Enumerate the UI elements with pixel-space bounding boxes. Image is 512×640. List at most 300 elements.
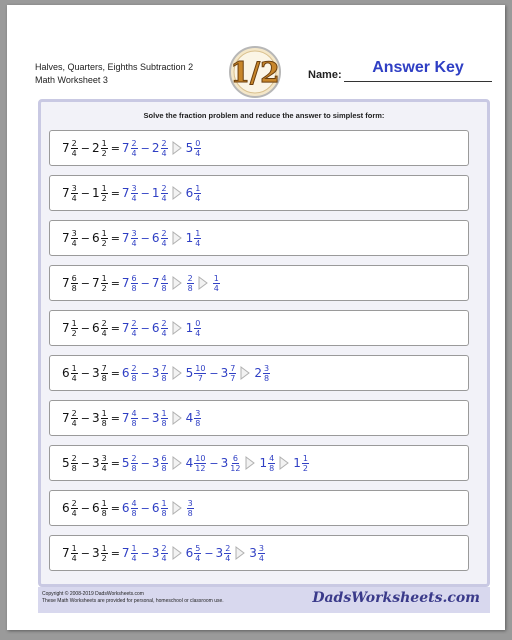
numerator: 2 [187,273,193,283]
fraction [194,364,206,383]
denominator: 2 [302,463,308,473]
whole-part: 6 [151,231,160,245]
problem-expression [62,446,310,480]
denominator: 2 [71,328,77,338]
denominator: 8 [161,373,167,383]
numerator: 3 [101,453,107,463]
fraction [161,544,168,563]
fraction [131,184,138,203]
step-arrow-icon [172,276,182,290]
problem-row [49,220,469,256]
whole-part: 1 [91,186,100,200]
whole-part: 3 [151,366,160,380]
minus-sign: − [140,141,150,155]
minus-sign: − [80,411,90,425]
numerator: 2 [101,318,107,328]
fraction [302,454,309,473]
denominator: 4 [131,328,137,338]
minus-sign: − [209,366,219,380]
answer-steps [122,364,271,383]
problem-row [49,310,469,346]
mixed-number [186,184,203,203]
whole-part: 7 [121,141,130,155]
fraction [161,364,168,383]
minus-sign: − [204,546,214,560]
numerator: 1 [302,453,308,463]
mixed-number [92,229,109,248]
numerator: 1 [213,273,219,283]
minus-sign: − [80,546,90,560]
numerator: 3 [71,228,77,238]
minus-sign: − [140,501,150,515]
numerator: 0 [195,138,201,148]
minus-sign: − [80,231,90,245]
whole-part: 5 [62,456,70,470]
numerator: 1 [131,543,137,553]
whole-part: 7 [121,321,130,335]
numerator: 1 [101,183,107,193]
step-arrow-icon [279,456,289,470]
denominator: 4 [195,148,201,158]
whole-part: 7 [62,411,70,425]
whole-part: 3 [91,366,100,380]
fraction [224,544,231,563]
denominator: 8 [131,283,137,293]
numerator: 7 [230,363,236,373]
denominator: 4 [101,463,107,473]
step-arrow-icon [172,141,182,155]
mixed-number [92,319,109,338]
whole-part: 5 [185,366,194,380]
mixed-number [62,499,79,518]
title-line-1: Halves, Quarters, Eighths Subtraction 2 [35,62,194,72]
denominator: 8 [161,283,167,293]
fraction [71,544,78,563]
numerator: 1 [161,408,167,418]
denominator: 8 [71,283,77,293]
numerator: 2 [71,498,77,508]
whole-part: 7 [91,276,100,290]
numerator: 3 [195,408,201,418]
minus-sign: − [80,276,90,290]
mixed-number [92,454,109,473]
whole-part: 6 [91,231,100,245]
step-arrow-icon [172,186,182,200]
fraction [101,139,108,158]
numerator: 5 [195,543,201,553]
minus-sign: − [209,456,219,470]
whole-part: 1 [185,231,194,245]
problem-expression [62,356,271,390]
mixed-number [186,319,203,338]
denominator: 8 [131,418,137,428]
denominator: 4 [161,148,167,158]
whole-part: 6 [91,321,100,335]
numerator: 2 [131,453,137,463]
fraction [263,364,270,383]
numerator: 2 [161,138,167,148]
mixed-number [122,499,139,518]
problem-row [49,400,469,436]
fraction [161,184,168,203]
whole-part: 2 [91,141,100,155]
fraction [213,274,220,293]
problem-row [49,265,469,301]
equals-sign: = [110,141,120,155]
denominator: 8 [269,463,275,473]
denominator: 2 [101,148,107,158]
mixed-number [122,229,139,248]
denominator: 8 [161,508,167,518]
denominator: 4 [225,553,231,563]
numerator: 3 [71,183,77,193]
equals-sign: = [110,501,120,515]
whole-part: 6 [121,366,130,380]
fraction [101,184,108,203]
answer-steps [122,454,310,473]
whole-part: 3 [91,546,100,560]
numerator: 3 [258,543,265,553]
whole-part: 7 [121,411,130,425]
mixed-number [152,184,169,203]
whole-part: 1 [151,186,160,200]
mixed-number [152,544,169,563]
denominator: 2 [101,553,107,563]
problem-row [49,355,469,391]
equals-sign: = [110,231,120,245]
numerator: 2 [131,138,137,148]
equals-sign: = [110,321,120,335]
denominator: 4 [71,193,77,203]
name-underline [344,81,492,82]
mixed-number [62,139,79,158]
minus-sign: − [140,321,150,335]
numerator: 1 [71,363,77,373]
denominator: 8 [264,373,270,383]
numerator: 2 [71,408,77,418]
step-arrow-icon [235,546,245,560]
denominator: 8 [131,463,137,473]
minus-sign: − [140,411,150,425]
problem-expression [62,401,202,435]
mixed-number [62,229,79,248]
fraction [187,274,194,293]
fraction [161,409,168,428]
whole-part: 6 [121,501,130,515]
equals-sign: = [110,411,120,425]
fraction [131,544,138,563]
denominator: 8 [161,463,167,473]
denominator: 7 [197,373,203,383]
problem-expression [62,491,195,525]
denominator: 8 [131,373,137,383]
minus-sign: − [140,276,150,290]
fraction [101,274,108,293]
fraction [161,229,168,248]
equals-sign: = [110,276,120,290]
numerator: 4 [131,498,137,508]
denominator: 8 [101,418,107,428]
fraction [194,184,201,203]
mixed-number [254,364,271,383]
fraction [101,364,108,383]
numerator: 4 [131,408,137,418]
mixed-number [259,454,276,473]
fraction [161,274,168,293]
whole-part: 7 [121,231,130,245]
step-arrow-icon [172,501,182,515]
denominator: 4 [161,238,167,248]
whole-part: 7 [121,186,130,200]
step-arrow-icon [172,231,182,245]
answer-steps [122,319,202,338]
usage-notice: These Math Worksheets are provided for personal, homeschool or classroom use. [42,598,224,604]
minus-sign: − [140,186,150,200]
problem-expression [62,266,221,300]
whole-part: 6 [91,501,100,515]
numerator: 3 [187,498,193,508]
problem-expression [62,176,202,210]
step-arrow-icon [172,411,182,425]
fraction [194,229,201,248]
whole-part: 3 [91,456,100,470]
denominator: 4 [131,148,137,158]
denominator: 8 [131,508,137,518]
numerator: 3 [131,183,137,193]
numerator: 2 [161,543,167,553]
denominator: 2 [101,283,107,293]
mixed-number [92,409,109,428]
denominator: 8 [101,508,107,518]
minus-sign: − [140,366,150,380]
whole-part: 7 [62,546,70,560]
mixed-number [92,139,109,158]
fraction [101,499,108,518]
name-label: Name: [308,69,342,81]
whole-part: 2 [254,366,263,380]
mixed-number [92,184,109,203]
numerator: 1 [101,138,107,148]
mixed-number [186,499,195,518]
whole-part: 7 [121,546,130,560]
fraction [131,274,138,293]
whole-part: 7 [62,276,70,290]
problem-row [49,130,469,166]
numerator: 1 [195,183,201,193]
fraction [187,499,194,518]
mixed-number [122,454,139,473]
minus-sign: − [140,546,150,560]
mixed-number [186,364,208,383]
fraction [161,319,168,338]
step-arrow-icon [172,366,182,380]
mixed-number [92,544,109,563]
denominator: 4 [131,238,137,248]
numerator: 6 [161,453,167,463]
whole-part: 1 [293,456,301,470]
footer-copyright [42,591,224,605]
numerator: 3 [131,228,137,238]
fraction [71,274,78,293]
fraction [101,544,108,563]
mixed-number [122,139,139,158]
problem-expression [62,221,202,255]
equals-sign: = [110,546,120,560]
fraction [131,139,138,158]
numerator: 1 [161,498,167,508]
problem-expression [62,311,202,345]
minus-sign: − [80,186,90,200]
mixed-number [152,319,169,338]
denominator: 4 [101,328,107,338]
whole-part: 7 [151,276,160,290]
denominator: 4 [71,238,77,248]
fraction [131,409,138,428]
step-arrow-icon [172,456,182,470]
whole-part: 3 [220,366,229,380]
whole-part: 3 [215,546,224,560]
fraction [71,139,78,158]
numerator: 2 [71,453,77,463]
denominator: 4 [195,193,201,203]
numerator: 1 [101,228,107,238]
numerator: 10 [195,363,206,373]
mixed-number [152,409,169,428]
mixed-number [216,544,233,563]
numerator: 1 [101,408,107,418]
problem-row [49,445,469,481]
numerator: 4 [161,273,167,283]
minus-sign: − [140,231,150,245]
whole-part: 2 [151,141,160,155]
numerator: 2 [161,318,167,328]
whole-part: 5 [185,141,194,155]
fraction [161,454,168,473]
denominator: 4 [131,553,137,563]
whole-part: 7 [62,141,70,155]
mixed-number [186,454,208,473]
problem-expression [62,131,202,165]
fraction [101,454,108,473]
whole-part: 3 [151,546,160,560]
fraction [268,454,275,473]
name-field [308,59,498,83]
brand-logo: DadsWorksheets.com [312,590,480,606]
denominator: 4 [71,553,77,563]
mixed-number [62,184,79,203]
mixed-number [62,544,79,563]
denominator: 8 [187,508,193,518]
whole-part: 7 [121,276,130,290]
fraction [161,139,168,158]
fraction [229,454,241,473]
denominator: 8 [195,418,201,428]
mixed-number [212,274,221,293]
denominator: 4 [71,373,77,383]
whole-part: 3 [91,411,100,425]
denominator: 4 [195,328,201,338]
mixed-number [152,139,169,158]
whole-part: 4 [185,411,194,425]
whole-part: 6 [151,501,160,515]
mixed-number [186,409,203,428]
mixed-number [122,364,139,383]
answer-steps [122,184,202,203]
mixed-number [186,229,203,248]
mixed-number [152,274,169,293]
numerator: 2 [225,543,231,553]
fraction [229,364,236,383]
denominator: 4 [258,553,265,563]
problem-row [49,535,469,571]
mixed-number [186,139,203,158]
denominator: 12 [230,463,241,473]
logo-text: 1/2 [230,56,280,89]
denominator: 4 [71,148,77,158]
fraction [194,454,206,473]
denominator: 4 [161,553,167,563]
whole-part: 3 [220,456,229,470]
mixed-number [62,364,79,383]
fraction [71,229,78,248]
mixed-number [62,319,79,338]
numerator: 1 [71,543,77,553]
mixed-number [221,364,238,383]
denominator: 8 [187,283,193,293]
numerator: 1 [101,273,107,283]
mixed-number [92,364,109,383]
instructions: Solve the fraction problem and reduce the answer to simplest form: [143,111,385,120]
problem-expression [62,536,266,570]
mixed-number [122,184,139,203]
fraction [131,364,138,383]
numerator: 2 [71,138,77,148]
numerator: 7 [101,363,107,373]
answer-steps [122,409,202,428]
step-arrow-icon [240,366,250,380]
mixed-number [92,274,109,293]
mixed-number [122,544,139,563]
whole-part: 7 [62,321,70,335]
mixed-number [62,454,79,473]
fraction [71,319,78,338]
whole-part: 3 [151,456,160,470]
problems-frame [38,99,490,587]
whole-part: 3 [151,411,160,425]
step-arrow-icon [172,546,182,560]
whole-part: 1 [259,456,268,470]
fraction [131,319,138,338]
fraction [101,319,108,338]
mixed-number [152,499,169,518]
minus-sign: − [80,321,90,335]
problem-row [49,175,469,211]
denominator: 2 [101,238,107,248]
problem-row [49,490,469,526]
equals-sign: = [110,186,120,200]
whole-part: 7 [62,186,70,200]
fraction [131,229,138,248]
whole-part: 6 [62,366,70,380]
mixed-number [92,499,109,518]
denominator: 12 [195,463,206,473]
numerator: 0 [195,318,201,328]
worksheet-page [7,5,505,630]
numerator: 6 [71,273,77,283]
denominator: 4 [161,328,167,338]
fraction [194,319,201,338]
numerator: 2 [131,363,137,373]
